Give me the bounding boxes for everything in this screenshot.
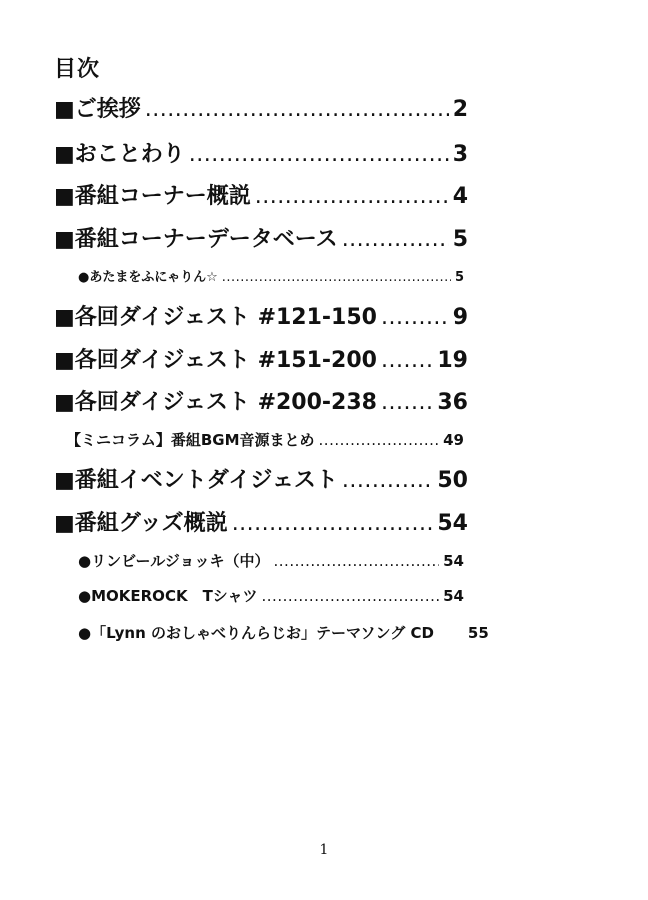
toc-entry-page: 54 (437, 511, 468, 536)
toc-entry-page: 54 (443, 552, 464, 570)
toc-entry-label: ■ご挨拶 (54, 97, 141, 122)
toc-subentry-beer-mug[interactable] (78, 550, 464, 571)
toc-entry-label: ■各回ダイジェスト #121-150 (54, 305, 377, 330)
toc-entry-label: 【ミニコラム】番組BGM音源まとめ (66, 431, 315, 449)
toc-entry-page: 4 (452, 184, 468, 209)
toc-entry-digest-151-200[interactable] (54, 343, 468, 374)
toc-entry-label: ●MOKEROCK Tシャツ (78, 587, 258, 605)
toc-entry-label: ■各回ダイジェスト #151-200 (54, 348, 377, 373)
leader-dots (189, 142, 449, 167)
leader-dots (381, 390, 433, 415)
toc-entry-digest-121-150[interactable] (54, 300, 468, 331)
leader-dots (222, 270, 451, 285)
toc-entry-page: 5 (454, 270, 464, 285)
page-number: 1 (319, 842, 329, 858)
toc-subentry-theme-song-cd[interactable] (78, 622, 489, 643)
toc-entry-page: 2 (452, 97, 468, 122)
leader-dots (232, 511, 434, 536)
toc-title: 目次 (54, 57, 101, 82)
toc-entry-page: 55 (467, 624, 489, 642)
leader-dots (145, 97, 449, 122)
toc-entry-label: ■番組コーナーデータベース (54, 227, 338, 252)
toc-entry-page: 49 (443, 431, 464, 449)
toc-entry-label: ■番組コーナー概説 (54, 184, 251, 209)
toc-entry-label: ■番組イベントダイジェスト (54, 468, 338, 493)
toc-entry-digest-200-238[interactable] (54, 385, 468, 416)
leader-dots (319, 431, 440, 449)
leader-dots (274, 552, 440, 570)
toc-entry-label: ●リンビールジョッキ（中） (78, 552, 270, 570)
toc-entry-label: ●あたまをふにゃりん☆ (78, 270, 218, 285)
toc-entry-page: 36 (437, 390, 468, 415)
toc-entry-disclaimer[interactable] (54, 137, 468, 168)
toc-entry-page: 9 (452, 305, 468, 330)
toc-entry-label: ■番組グッズ概説 (54, 511, 228, 536)
toc-entry-event-digest[interactable] (54, 463, 468, 494)
leader-dots (255, 184, 449, 209)
leader-dots (342, 227, 449, 252)
toc-subentry-atamawo[interactable] (78, 266, 464, 285)
toc-entry-page: 5 (452, 227, 468, 252)
toc-subentry-tshirt[interactable] (78, 585, 464, 606)
toc-entry-label: ●「Lynn のおしゃべりんらじお」テーマソング CD (78, 624, 434, 642)
toc-subentry-mini-column[interactable] (66, 429, 464, 450)
toc-entry-corner-database[interactable] (54, 222, 468, 253)
leader-dots (262, 587, 440, 605)
toc-entry-label: ■各回ダイジェスト #200-238 (54, 390, 377, 415)
leader-dots (381, 348, 433, 373)
toc-entry-greeting[interactable] (54, 92, 468, 123)
toc-entry-page: 19 (437, 348, 468, 373)
toc-entry-goods-overview[interactable] (54, 506, 468, 537)
leader-dots (381, 305, 449, 330)
toc-entry-page: 50 (437, 468, 468, 493)
toc-entry-label: ■おことわり (54, 142, 185, 167)
toc-entry-page: 3 (452, 142, 468, 167)
leader-dots (342, 468, 433, 493)
toc-entry-page: 54 (443, 587, 464, 605)
toc-entry-corner-overview[interactable] (54, 179, 468, 210)
